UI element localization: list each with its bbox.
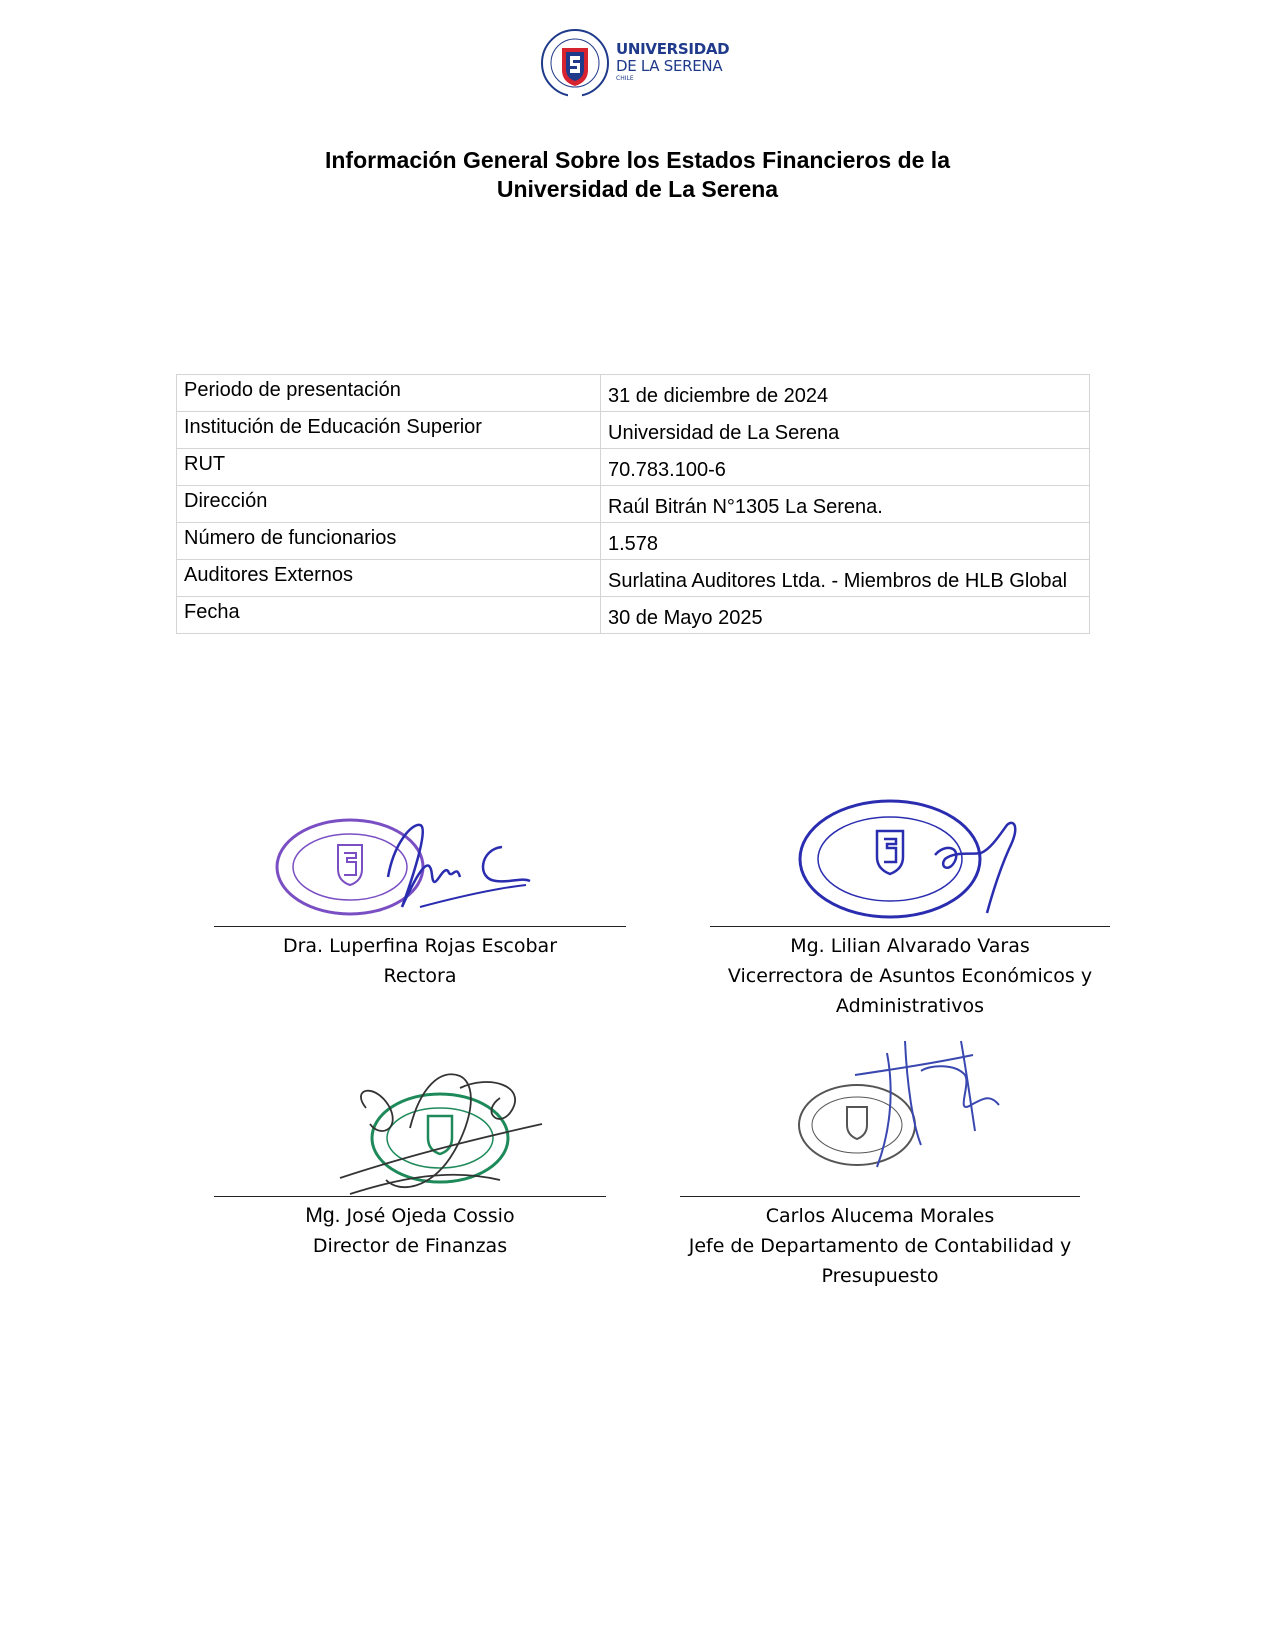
- university-seal-icon: [540, 26, 610, 102]
- table-row: [177, 523, 1090, 560]
- table-row: [177, 560, 1090, 597]
- table-value-cell: 1.578: [601, 523, 1090, 560]
- signer-title: Director de Finanzas: [312, 1235, 508, 1257]
- table-label-cell: Periodo de presentación: [177, 375, 601, 412]
- table-row: [177, 412, 1090, 449]
- signature-block-vicerrectora: [710, 926, 1110, 1021]
- signature-block-rectora: [214, 926, 626, 991]
- signature-line: [214, 926, 626, 927]
- signer-title-line-1: Vicerrectora de Asuntos Económicos y: [727, 965, 1093, 987]
- logo-subname: DE LA SERENA: [616, 57, 723, 75]
- signer-title: Rectora: [383, 965, 457, 987]
- table-label-cell: RUT: [177, 449, 601, 486]
- signer-name: Carlos Alucema Morales: [765, 1205, 995, 1227]
- vicerrectora-stamp-signature: [795, 795, 1055, 925]
- title-line-2: Universidad de La Serena: [496, 176, 779, 202]
- table-value-cell: Raúl Bitrán N°1305 La Serena.: [601, 486, 1090, 523]
- finanzas-stamp-signature: [330, 1068, 550, 1208]
- table-value-cell: Universidad de La Serena: [601, 412, 1090, 449]
- table-label-cell: Fecha: [177, 597, 601, 634]
- signature-block-contabilidad: [680, 1196, 1080, 1291]
- signer-title-line-1: Jefe de Departamento de Contabilidad y: [688, 1235, 1072, 1257]
- signer-title-line-2: Presupuesto: [821, 1265, 939, 1287]
- table-value-cell: 70.783.100-6: [601, 449, 1090, 486]
- table-label-cell: Institución de Educación Superior: [177, 412, 601, 449]
- table-value-cell: 31 de diciembre de 2024: [601, 375, 1090, 412]
- table-label-cell: Dirección: [177, 486, 601, 523]
- university-logo: [540, 26, 740, 102]
- signer-name: [214, 1201, 606, 1231]
- signer-name-prefix: Mg.: [305, 1204, 341, 1227]
- signer-name: Dra. Luperfina Rojas Escobar: [282, 935, 558, 957]
- table-value-cell: Surlatina Auditores Ltda. - Miembros de HLB Global: [601, 560, 1090, 597]
- signer-name: Mg. Lilian Alvarado Varas: [790, 935, 1030, 957]
- table-label-cell: Número de funcionarios: [177, 523, 601, 560]
- info-table: [176, 374, 1090, 634]
- table-row: [177, 449, 1090, 486]
- signature-line: [680, 1196, 1080, 1197]
- logo-name: UNIVERSIDAD: [616, 40, 730, 58]
- rectora-stamp-signature: [270, 815, 560, 935]
- table-row: [177, 486, 1090, 523]
- title-line-1: Información General Sobre los Estados Financieros de la: [324, 147, 950, 173]
- contabilidad-stamp-signature: [795, 1035, 1015, 1175]
- signer-title-line-2: Administrativos: [835, 995, 985, 1017]
- signature-line: [710, 926, 1110, 927]
- signature-line: [214, 1196, 606, 1197]
- table-row: [177, 597, 1090, 634]
- table-row: [177, 375, 1090, 412]
- table-value-cell: 30 de Mayo 2025: [601, 597, 1090, 634]
- signer-name-text: José Ojeda Cossio: [340, 1205, 515, 1227]
- signature-block-finanzas: [214, 1196, 606, 1261]
- logo-country: CHILE: [616, 75, 634, 82]
- document-title: [0, 146, 1275, 204]
- table-label-cell: Auditores Externos: [177, 560, 601, 597]
